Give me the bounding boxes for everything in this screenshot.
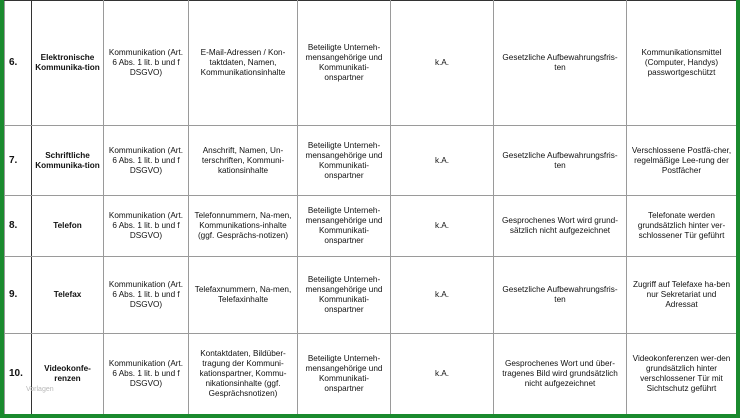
measures-cell: Zugriff auf Telefaxe ha-ben nur Sekretariat und Adressat xyxy=(627,257,737,334)
category-cell: Schriftliche Kommunika-tion xyxy=(32,126,104,196)
recipients-cell: Beteiligte Unterneh-mensangehörige und Kommunikati-onspartner xyxy=(298,257,391,334)
category-cell: Telefax xyxy=(32,257,104,334)
measures-cell: Videokonferenzen wer-den grundsätzlich hinter verschlossener Tür mit Sichtschutz geführt xyxy=(627,334,737,415)
row-number: 10. xyxy=(5,334,32,415)
table-row xyxy=(5,196,737,257)
transfer-cell: k.A. xyxy=(391,334,494,415)
transfer-cell: k.A. xyxy=(391,257,494,334)
retention-cell: Gesetzliche Aufbewahrungsfris-ten xyxy=(494,1,627,126)
row-number: 8. xyxy=(5,196,32,257)
recipients-cell: Beteiligte Unterneh-mensangehörige und Kommunikati-onspartner xyxy=(298,1,391,126)
recipients-cell: Beteiligte Unterneh-mensangehörige und Kommunikati-onspartner xyxy=(298,196,391,257)
purpose-cell: Kommunikation (Art. 6 Abs. 1 lit. b und f DSGVO) xyxy=(104,1,189,126)
retention-cell: Gesprochenes Wort und über-tragenes Bild wird grundsätzlich nicht aufgezeichnet xyxy=(494,334,627,415)
data-types-cell: E-Mail-Adressen / Kon-taktdaten, Namen, Kommunikationsinhalte xyxy=(189,1,298,126)
category-cell: Telefon xyxy=(32,196,104,257)
table-row xyxy=(5,334,737,415)
data-types-cell: Telefaxnummern, Na-men, Telefaxinhalte xyxy=(189,257,298,334)
recipients-cell: Beteiligte Unterneh-mensangehörige und Kommunikati-onspartner xyxy=(298,126,391,196)
table-row xyxy=(5,126,737,196)
measures-cell: Kommunikationsmittel (Computer, Handys) passwortgeschützt xyxy=(627,1,737,126)
purpose-cell: Kommunikation (Art. 6 Abs. 1 lit. b und f DSGVO) xyxy=(104,334,189,415)
row-number: 7. xyxy=(5,126,32,196)
retention-cell: Gesprochenes Wort wird grund-sätzlich nicht aufgezeichnet xyxy=(494,196,627,257)
transfer-cell: k.A. xyxy=(391,1,494,126)
processing-table xyxy=(4,0,736,414)
watermark-text: Vorlagen xyxy=(26,386,54,393)
retention-cell: Gesetzliche Aufbewahrungsfris-ten xyxy=(494,126,627,196)
purpose-cell: Kommunikation (Art. 6 Abs. 1 lit. b und f DSGVO) xyxy=(104,196,189,257)
category-cell: Elektronische Kommunika-tion xyxy=(32,1,104,126)
document-page xyxy=(4,0,736,414)
row-number: 6. xyxy=(5,1,32,126)
table-row xyxy=(5,1,737,126)
recipients-cell: Beteiligte Unterneh-mensangehörige und Kommunikati-onspartner xyxy=(298,334,391,415)
retention-cell: Gesetzliche Aufbewahrungsfris-ten xyxy=(494,257,627,334)
table-row xyxy=(5,257,737,334)
measures-cell: Telefonate werden grundsätzlich hinter ver-schlossener Tür geführt xyxy=(627,196,737,257)
transfer-cell: k.A. xyxy=(391,126,494,196)
data-types-cell: Anschrift, Namen, Un-terschriften, Kommuni-kationsinhalte xyxy=(189,126,298,196)
purpose-cell: Kommunikation (Art. 6 Abs. 1 lit. b und f DSGVO) xyxy=(104,126,189,196)
measures-cell: Verschlossene Postfä-cher, regelmäßige Lee-rung der Postfächer xyxy=(627,126,737,196)
data-types-cell: Kontaktdaten, Bildüber-tragung der Kommuni-kationspartner, Kommu-nikationsinhalte (ggf. Gesprächsnotizen) xyxy=(189,334,298,415)
transfer-cell: k.A. xyxy=(391,196,494,257)
data-types-cell: Telefonnummern, Na-men, Kommunikations-inhalte (ggf. Gesprächs-notizen) xyxy=(189,196,298,257)
category-cell: Videokonfe-renzen xyxy=(32,334,104,415)
purpose-cell: Kommunikation (Art. 6 Abs. 1 lit. b und f DSGVO) xyxy=(104,257,189,334)
row-number: 9. xyxy=(5,257,32,334)
